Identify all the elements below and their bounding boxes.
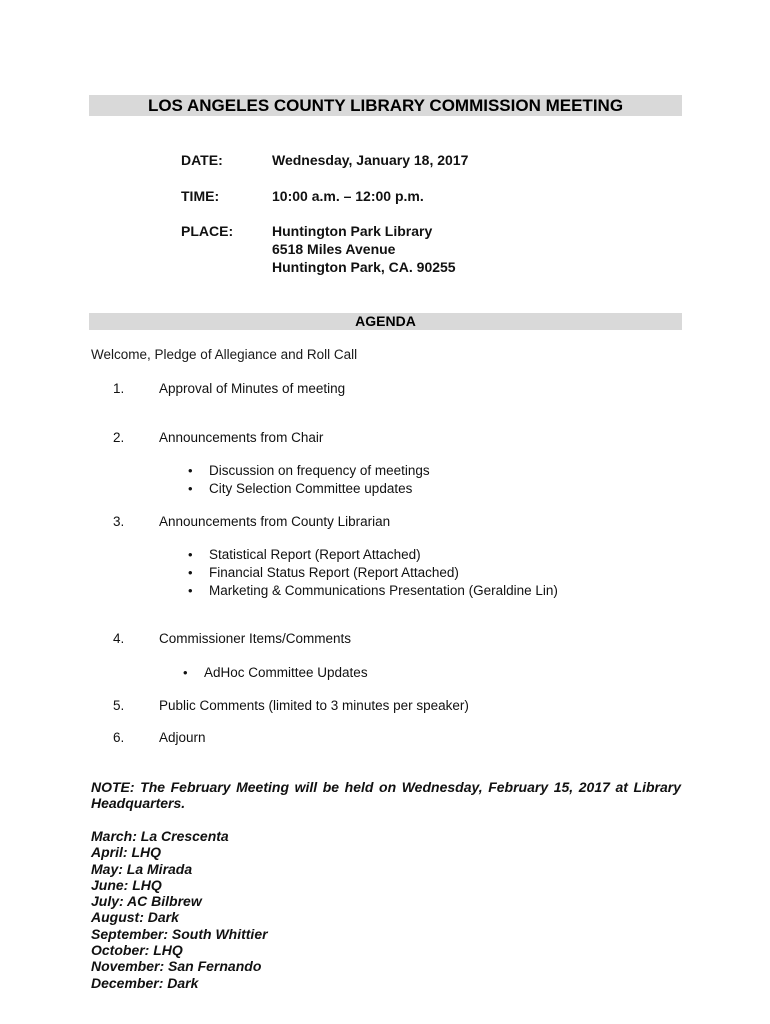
schedule-entry: December: Dark [91, 974, 199, 991]
schedule-entry: July: AC Bilbrew [91, 893, 202, 910]
bullet-icon: • [188, 463, 193, 478]
schedule-entry: August: Dark [91, 909, 179, 926]
bullet-item [183, 664, 368, 682]
meeting-note: NOTE: The February Meeting will be held on Wednesday, February 15, 2017 at Library Headquarters. [91, 779, 681, 811]
agenda-item-bullets [183, 664, 368, 682]
welcome-line: Welcome, Pledge of Allegiance and Roll Call [91, 347, 358, 362]
time-value: 10:00 a.m. – 12:00 p.m. [272, 188, 424, 204]
bullet-item [188, 582, 558, 600]
bullet-item [188, 546, 558, 564]
bullet-text: Financial Status Report (Report Attached) [209, 565, 459, 580]
document-title: LOS ANGELES COUNTY LIBRARY COMMISSION MEETING [89, 95, 682, 116]
agenda-item-bullets [188, 462, 430, 498]
schedule-entry: April: LHQ [91, 844, 161, 861]
agenda-item-text: Approval of Minutes of meeting [159, 381, 346, 396]
agenda-item-number: 6. [113, 730, 125, 745]
bullet-icon: • [188, 481, 193, 496]
place-address [272, 222, 456, 276]
bullet-item [188, 462, 430, 480]
meeting-schedule [91, 828, 268, 991]
schedule-entry: November: San Fernando [91, 958, 262, 975]
agenda-item-number: 4. [113, 631, 125, 646]
agenda-item-text: Announcements from County Librarian [159, 514, 391, 529]
schedule-entry: March: La Crescenta [91, 828, 229, 844]
agenda-item-number: 5. [113, 698, 125, 713]
bullet-icon: • [188, 583, 193, 598]
bullet-item [188, 564, 558, 582]
place-line: Huntington Park, CA. 90255 [272, 259, 456, 275]
place-line: Huntington Park Library [272, 223, 433, 239]
schedule-entry: October: LHQ [91, 942, 183, 959]
schedule-entry: June: LHQ [91, 876, 162, 893]
schedule-entry: May: La Mirada [91, 860, 193, 877]
agenda-item-number: 3. [113, 514, 125, 529]
bullet-text: City Selection Committee updates [209, 481, 413, 496]
agenda-item-text: Adjourn [159, 730, 206, 745]
schedule-entry: September: South Whittier [91, 925, 268, 942]
agenda-heading: AGENDA [89, 313, 682, 330]
bullet-text: AdHoc Committee Updates [204, 665, 368, 680]
bullet-text: Marketing & Communications Presentation (Geraldine Lin) [209, 583, 558, 598]
agenda-item-number: 2. [113, 430, 125, 445]
bullet-icon: • [188, 547, 193, 562]
date-value: Wednesday, January 18, 2017 [272, 152, 469, 168]
bullet-icon: • [188, 565, 193, 580]
agenda-item-text: Public Comments (limited to 3 minutes per speaker) [159, 698, 469, 713]
agenda-item-bullets [188, 546, 558, 600]
place-line: 6518 Miles Avenue [272, 241, 396, 257]
bullet-text: Discussion on frequency of meetings [209, 463, 430, 478]
date-label: DATE: [181, 152, 223, 168]
agenda-item-text: Commissioner Items/Comments [159, 631, 352, 646]
bullet-text: Statistical Report (Report Attached) [209, 547, 421, 562]
bullet-item [188, 480, 430, 498]
time-label: TIME: [181, 188, 220, 204]
agenda-item-text: Announcements from Chair [159, 430, 324, 445]
bullet-icon: • [183, 665, 188, 680]
agenda-item-number: 1. [113, 381, 125, 396]
place-label: PLACE: [181, 223, 234, 239]
